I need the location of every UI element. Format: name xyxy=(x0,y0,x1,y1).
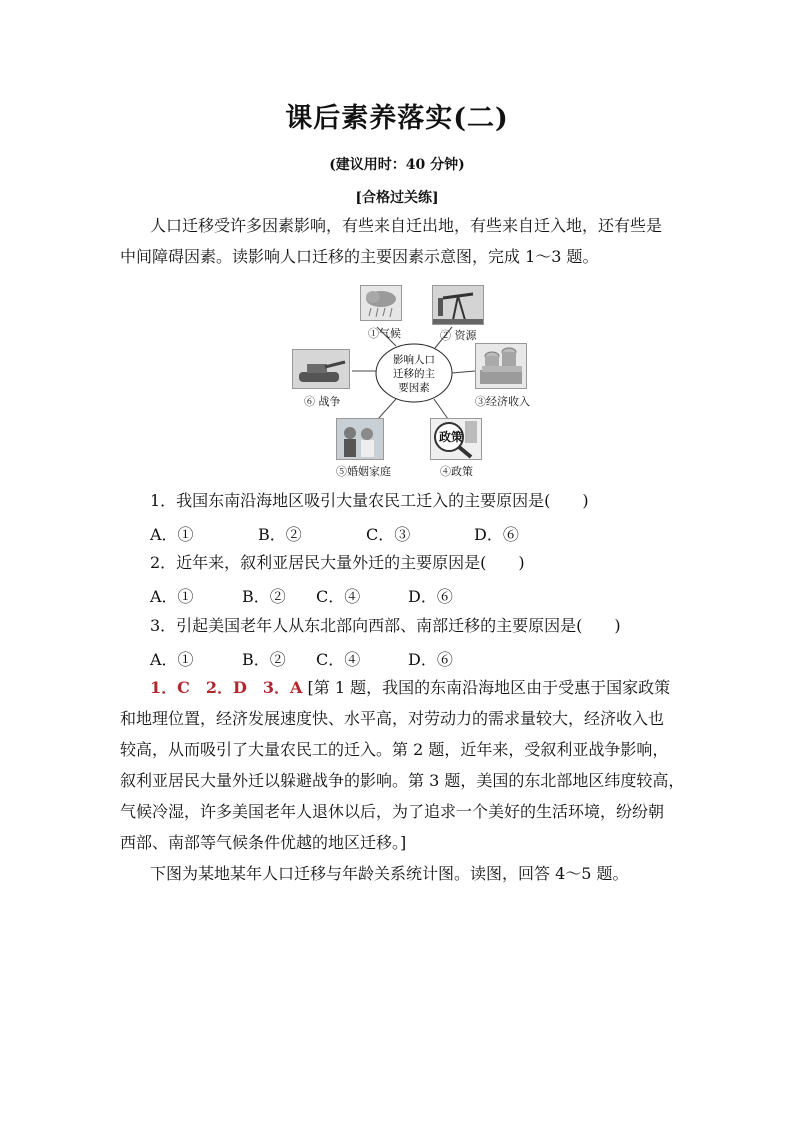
q1-option-d: D．⑥ xyxy=(474,525,519,544)
center-text-1: 影响人口 xyxy=(393,354,435,366)
q3-option-b: B．② xyxy=(242,650,286,669)
question-1-options xyxy=(150,522,550,542)
intro-line-1: 人口迁移受许多因素影响，有些来自迁出地，有些来自迁入地，还有些是 xyxy=(150,216,663,235)
policy-sign-text: 政策 xyxy=(439,430,464,444)
connector-income xyxy=(452,371,475,373)
q1-option-a: A．① xyxy=(150,525,194,544)
family-photo-icon xyxy=(336,418,384,460)
next-section-intro: 下图为某地某年人口迁移与年龄关系统计图。读图，回答 4～5 题。 xyxy=(150,864,629,883)
answer-first-line xyxy=(150,678,710,698)
label-war: ⑥ 战争 xyxy=(304,395,341,408)
page-title: 课后素养落实(二) xyxy=(285,103,509,134)
suggested-time: (建议用时：40 分钟) xyxy=(329,157,465,173)
q1-option-c: C．③ xyxy=(366,525,411,544)
connector-marriage xyxy=(378,399,396,419)
answer-line-5: 气候冷湿，许多美国老年人退休以后，为了追求一个美好的生活环境，纷纷朝 xyxy=(120,802,665,821)
answer-line-3: 较高，从而吸引了大量农民工的迁入。第 2 题，近年来，受叙利亚战争影响， xyxy=(120,740,669,759)
label-policy: ④政策 xyxy=(440,465,473,478)
answer-line-2: 和地理位置，经济发展速度快、水平高，对劳动力的需求量较大，经济收入也 xyxy=(120,709,665,728)
connector-policy xyxy=(434,399,448,419)
q3-option-c: C．④ xyxy=(316,650,361,669)
migration-factors-diagram xyxy=(290,283,530,478)
question-1-stem: 1．我国东南沿海地区吸引大量农民工迁入的主要原因是( ) xyxy=(150,491,589,510)
question-2-options xyxy=(150,584,550,604)
q1-option-b: B．② xyxy=(258,525,302,544)
answer-key: 1．C 2．D 3．A xyxy=(150,678,303,697)
label-income: ③经济收入 xyxy=(475,395,530,408)
section-heading: [合格过关练] xyxy=(355,190,439,206)
intro-line-2: 中间障碍因素。读影响人口迁移的主要因素示意图，完成 1～3 题。 xyxy=(120,247,599,266)
rain-cloud-icon xyxy=(360,285,402,321)
label-marriage: ⑤婚姻家庭 xyxy=(336,465,391,478)
oil-pump-icon xyxy=(432,285,484,325)
question-3-stem: 3．引起美国老年人从东北部向西部、南部迁移的主要原因是( ) xyxy=(150,616,621,635)
question-2-stem: 2．近年来，叙利亚居民大量外迁的主要原因是( ) xyxy=(150,553,525,572)
q2-option-c: C．④ xyxy=(316,587,361,606)
question-3-options xyxy=(150,647,550,667)
answer-line-6: 西部、南部等气候条件优越的地区迁移。] xyxy=(120,833,407,852)
policy-sign-icon xyxy=(430,418,482,460)
coins-money-icon xyxy=(475,343,527,389)
label-resources: ② 资源 xyxy=(440,329,477,342)
q3-option-d: D．⑥ xyxy=(408,650,453,669)
tank-icon xyxy=(292,349,350,389)
label-climate: ①气候 xyxy=(368,327,401,340)
q2-option-a: A．① xyxy=(150,587,194,606)
answer-explanation-start: [第 1 题，我国的东南沿海地区由于受惠于国家政策 xyxy=(307,678,671,697)
q3-option-a: A．① xyxy=(150,650,194,669)
answer-line-4: 叙利亚居民大量外迁以躲避战争的影响。第 3 题，美国的东北部地区纬度较高， xyxy=(120,771,685,790)
q2-option-b: B．② xyxy=(242,587,286,606)
q2-option-d: D．⑥ xyxy=(408,587,453,606)
center-text-3: 要因素 xyxy=(398,382,430,394)
center-text-2: 迁移的主 xyxy=(393,368,435,380)
